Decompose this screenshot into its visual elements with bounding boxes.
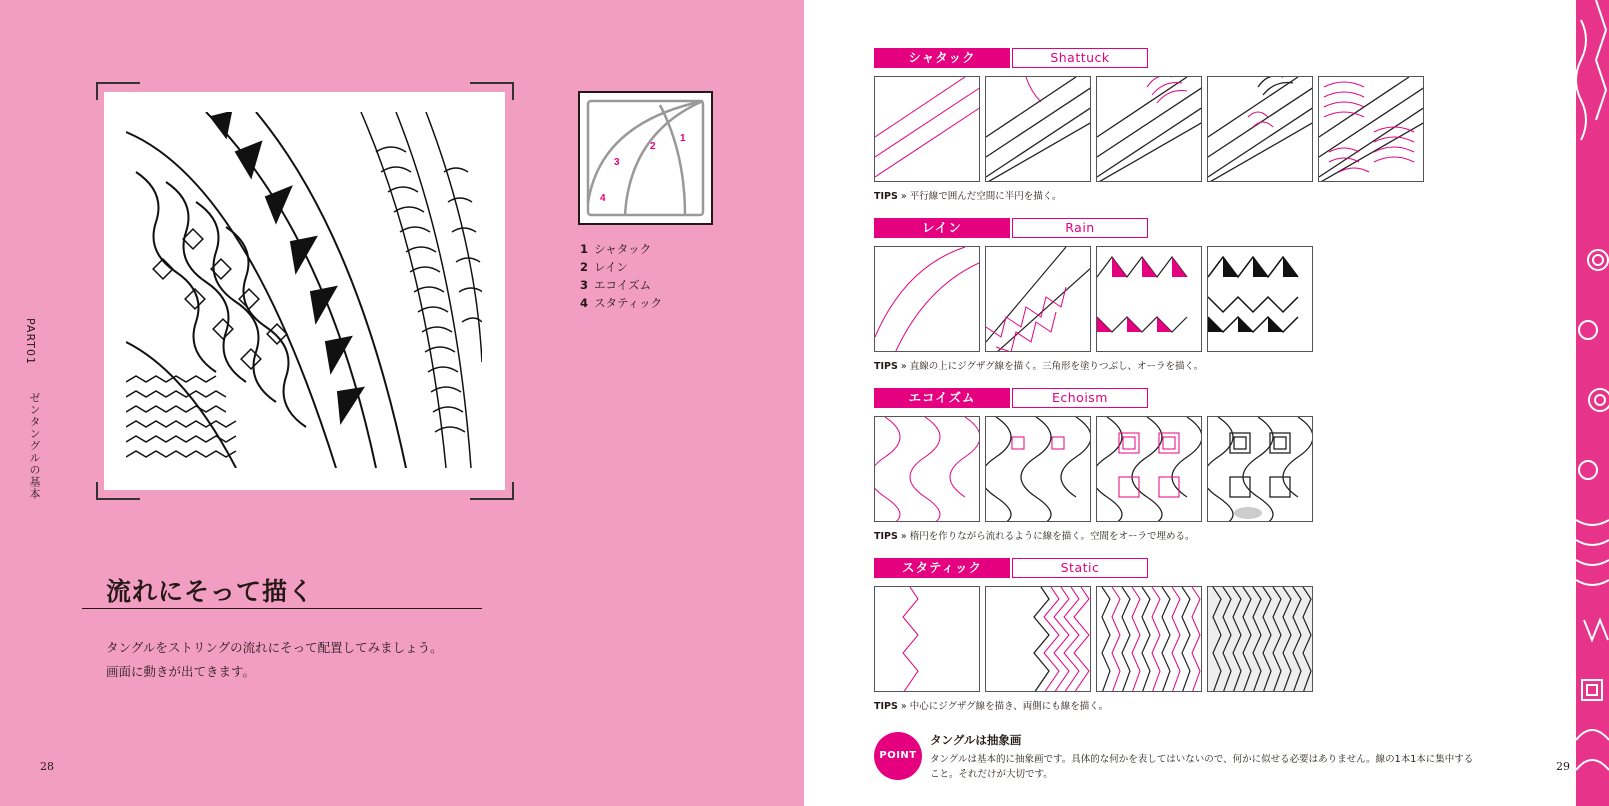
step-tiles [874, 246, 1313, 352]
point-badge-icon: POINT [874, 732, 922, 780]
pattern-tag [874, 218, 1148, 238]
left-page [0, 0, 804, 806]
point-body: タングルは基本的に抽象画です。具体的な何かを表してはいないので、何かに似せる必要はありません。線の1本1本に集中すること。それだけが大切です。 [930, 754, 1474, 780]
zentangle-drawing [126, 112, 482, 468]
tips-line: TIPS » 楕円を作りながら流れるように線を描く。空間をオーラで埋める。 [874, 531, 1195, 542]
part-label: PART01 [24, 318, 37, 366]
tips-line: TIPS » 直線の上にジグザグ線を描く。三角形を塗りつぶし、オーラを描く。 [874, 361, 1204, 372]
step-tile [1318, 76, 1424, 182]
step-tile [1096, 76, 1202, 182]
pattern-name-jp: エコイズム [874, 388, 1010, 408]
chevron-right-icon: » [900, 361, 907, 372]
legend-item: 4 スタティック [580, 296, 663, 310]
pattern-name-en: Rain [1012, 218, 1148, 238]
svg-text:4: 4 [600, 193, 606, 204]
pattern-name-en: Echoism [1012, 388, 1148, 408]
decorative-tangle-strip [1576, 0, 1609, 806]
step-tile [1207, 246, 1313, 352]
step-tile [985, 76, 1091, 182]
string-legend [580, 240, 662, 312]
string-diagram [578, 91, 713, 225]
step-tiles [874, 416, 1313, 522]
step-tile [1096, 246, 1202, 352]
step-tile [985, 416, 1091, 522]
step-tile [1207, 586, 1313, 692]
point-title: タングルは抽象画 [930, 733, 1022, 747]
step-tiles [874, 586, 1313, 692]
legend-item: 2 レイン [580, 260, 628, 274]
chevron-right-icon: » [900, 191, 907, 202]
step-tile [874, 586, 980, 692]
step-tile [985, 586, 1091, 692]
step-tile [1207, 416, 1313, 522]
step-tile [874, 416, 980, 522]
pattern-tag [874, 48, 1148, 68]
step-tile [1207, 76, 1313, 182]
step-tile [874, 246, 980, 352]
pattern-name-jp: レイン [874, 218, 1010, 238]
step-tile [1096, 586, 1202, 692]
pattern-name-en: Static [1012, 558, 1148, 578]
svg-text:3: 3 [614, 157, 620, 168]
pattern-tag [874, 388, 1148, 408]
string-lines [580, 93, 711, 223]
pattern-name-en: Shattuck [1012, 48, 1148, 68]
pattern-tag [874, 558, 1148, 578]
svg-text:1: 1 [680, 133, 686, 144]
svg-text:2: 2 [650, 141, 656, 152]
legend-item: 3 エコイズム [580, 278, 652, 292]
chevron-right-icon: » [900, 701, 907, 712]
page-number-right: 29 [1556, 760, 1570, 773]
headline: 流れにそって描く [106, 577, 315, 606]
step-tile [1096, 416, 1202, 522]
body-text: タングルをストリングの流れにそって配置してみましょう。 画面に動きが出てきます。 [106, 640, 443, 679]
chevron-right-icon: » [900, 531, 907, 542]
pattern-name-jp: スタティック [874, 558, 1010, 578]
tips-line: TIPS » 平行線で囲んだ空間に半円を描く。 [874, 191, 1062, 202]
finished-tile-artwork [104, 92, 505, 490]
page-number-left: 28 [40, 760, 54, 773]
headline-rule [82, 608, 482, 609]
step-tile [985, 246, 1091, 352]
pattern-name-jp: シャタック [874, 48, 1010, 68]
step-tiles [874, 76, 1424, 182]
legend-item: 1 シャタック [580, 242, 652, 256]
step-tile [874, 76, 980, 182]
tips-line: TIPS » 中心にジグザグ線を描き、両側にも線を描く。 [874, 701, 1109, 712]
part-title: ゼンタングルの基本 [28, 392, 41, 500]
